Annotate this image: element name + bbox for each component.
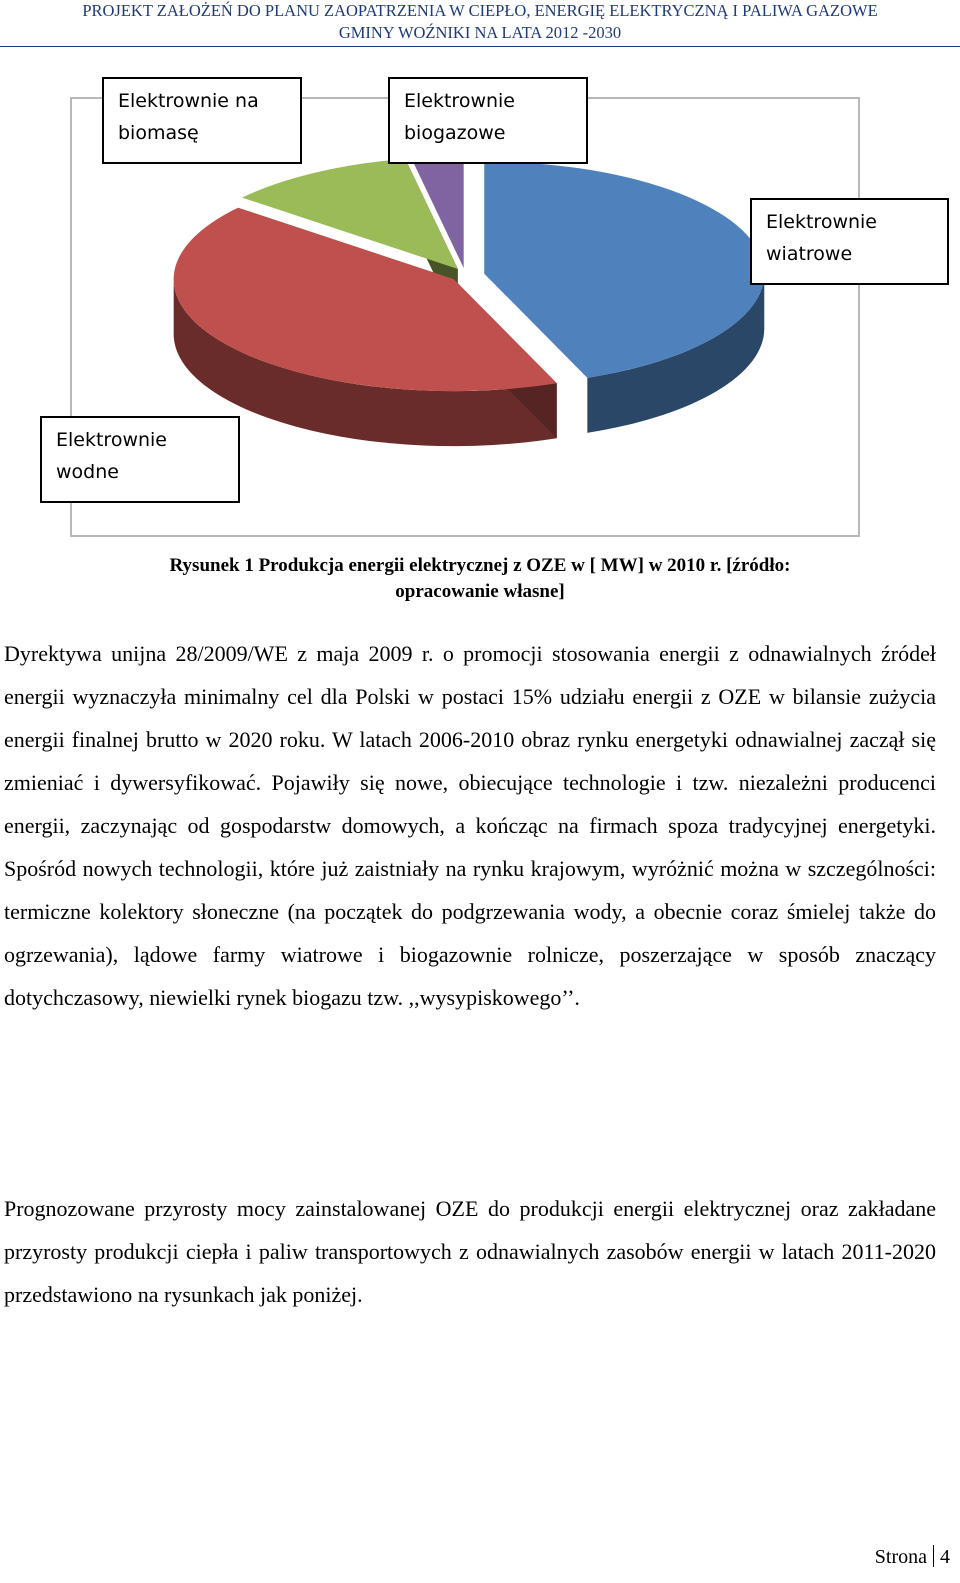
footer-separator [933, 1545, 934, 1567]
label-biomasa-line1: Elektrownie na [118, 90, 259, 112]
label-wiatr [750, 198, 949, 285]
caption-line-1: Rysunek 1 Produkcja energii elektrycznej z OZE w [ MW] w 2010 r. [źródło: [169, 555, 791, 576]
label-woda-line2: wodne [56, 461, 119, 483]
label-biogaz-line1: Elektrownie [404, 90, 515, 112]
header-line-1: PROJEKT ZAŁOŻEŃ DO PLANU ZAOPATRZENIA W CIEPŁO, ENERGIĘ ELEKTRYCZNĄ I PALIWA GAZOWE [82, 1, 878, 20]
figure-caption [60, 553, 900, 605]
paragraph-1: Dyrektywa unijna 28/2009/WE z maja 2009 r. o promocji stosowania energii z odnawialnych źródeł energii wyznaczyła minimalny cel dla Polski w postaci 15% udziału energii z OZE w bilansie zużycia energii finalnej brutto w 2020 roku. W latach 2006-2010 obraz rynku energetyki odnawialnej zaczął się zmieniać i dywersyfikować. Pojawiły się nowe, obiecujące technologie i tzw. niezależni producenci energii, zaczynając od gospodarstw domowych, a kończąc na firmach spoza tradycyjnej energetyki. Spośród nowych technologii, które już zaistniały na rynku krajowym, wyróżnić można w szczególności: termiczne kolektory słoneczne (na początek do podgrzewania wody, a obecnie coraz śmielej także do ogrzewania), lądowe farmy wiatrowe i biogazownie rolnicze, poszerzające w sposób znaczący dotychczasowy, niewielki rynek biogazu tzw. ,,wysypiskowego’’. [4, 641, 936, 1010]
paragraph-2: Prognozowane przyrosty mocy zainstalowanej OZE do produkcji energii elektrycznej oraz zakładane przyrosty produkcji ciepła i paliw transportowych z odnawialnych zasobów energii w latach 2011-2020 przedstawiono na rysunkach jak poniżej. [4, 1196, 936, 1307]
label-wiatr-line2: wiatrowe [766, 243, 853, 265]
label-biomasa-line2: biomasę [118, 122, 199, 144]
page-footer [875, 1545, 950, 1569]
page-number: 4 [940, 1546, 950, 1568]
label-biogaz-line2: biogazowe [404, 122, 506, 144]
footer-label: Strona [874, 1546, 927, 1568]
label-wiatr-line1: Elektrownie [766, 211, 877, 233]
header-line-2: GMINY WOŹNIKI NA LATA 2012 -2030 [338, 23, 622, 42]
caption-line-2: opracowanie własne] [395, 581, 565, 602]
label-woda-line1: Elektrownie [56, 429, 167, 451]
label-biomasa [102, 77, 302, 164]
label-biogaz [388, 77, 588, 164]
label-woda [40, 416, 240, 503]
